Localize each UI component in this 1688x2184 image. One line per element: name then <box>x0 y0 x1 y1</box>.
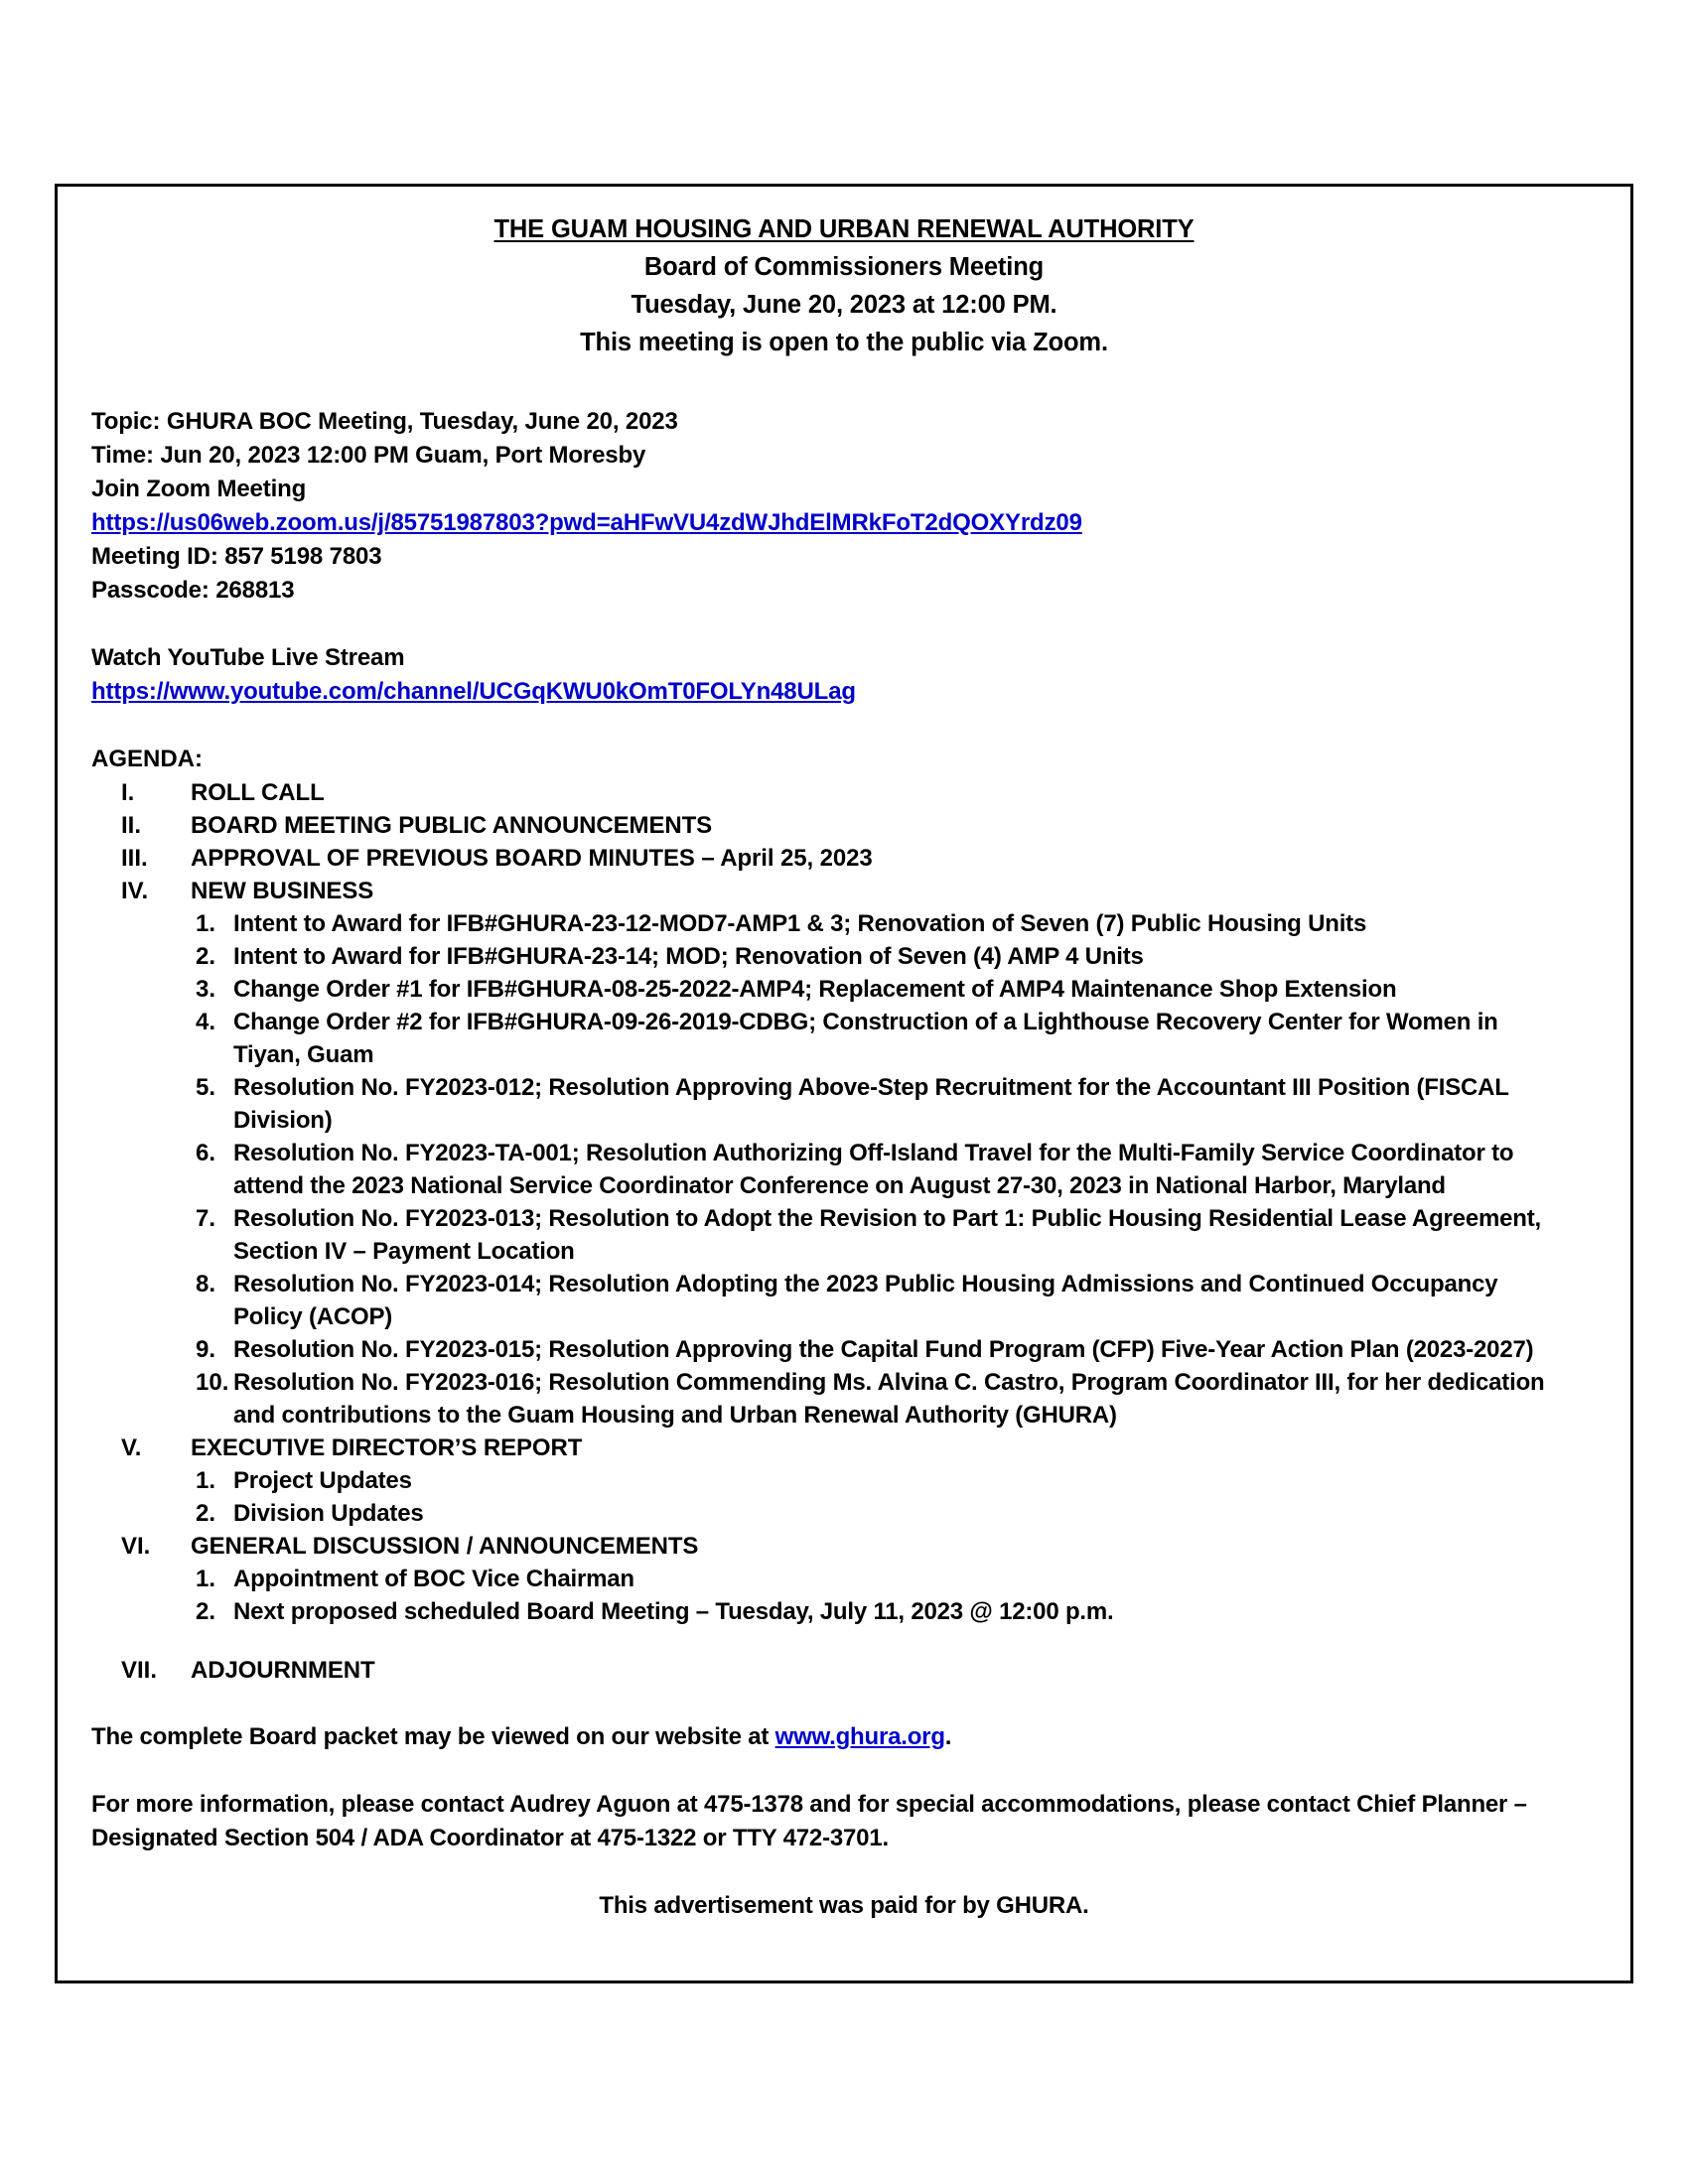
agenda-subitem-text: Change Order #1 for IFB#GHURA-08-25-2022-AMP4; Replacement of AMP4 Maintenance Shop Extension <box>233 976 1397 1003</box>
ghura-website-link[interactable]: www.ghura.org <box>774 1723 945 1750</box>
agenda-item-numeral: III. <box>121 845 148 872</box>
agenda-item-numeral: V. <box>121 1434 142 1461</box>
agenda-item-title: EXECUTIVE DIRECTOR’S REPORT <box>191 1434 583 1461</box>
board-packet-prefix: The complete Board packet may be viewed on our website at <box>91 1723 775 1750</box>
agenda-item-numeral: VI. <box>121 1533 151 1560</box>
youtube-channel-link[interactable]: https://www.youtube.com/channel/UCGqKWU0kOmT0FOLYn48ULag <box>91 678 856 705</box>
agenda-item-numeral: II. <box>121 812 142 839</box>
zoom-join-link[interactable]: https://us06web.zoom.us/j/85751987803?pwd=aHFwVU4zdWJhdElMRkFoT2dQOXYrdz09 <box>91 509 1082 536</box>
agenda-subitem-number: 2. <box>196 943 216 970</box>
document-content <box>58 187 1630 1980</box>
agenda-subitem <box>91 907 1597 940</box>
agenda-subitem-text: Appointment of BOC Vice Chairman <box>233 1566 634 1592</box>
agenda-subitem-text: Division Updates <box>233 1500 424 1527</box>
agenda-subitem <box>91 1464 1597 1497</box>
agenda-subitem-text: Resolution No. FY2023-014; Resolution Adopting the 2023 Public Housing Admissions and Continued Occupancy Policy (ACOP) <box>233 1271 1498 1330</box>
board-packet-suffix: . <box>944 1723 952 1750</box>
board-packet-note <box>91 1720 1597 1754</box>
spacer <box>91 361 1597 405</box>
zoom-meeting-id: Meeting ID: 857 5198 7803 <box>91 543 382 570</box>
agenda-item-title: ROLL CALL <box>191 779 325 806</box>
advertisement-frame <box>55 184 1633 1983</box>
spacer <box>91 1628 1597 1654</box>
agenda-item <box>91 1654 1597 1687</box>
agenda-subitem <box>91 1071 1597 1137</box>
agenda-subitem-number: 2. <box>196 1598 216 1625</box>
agenda-subitem-text: Change Order #2 for IFB#GHURA-09-26-2019-CDBG; Construction of a Lighthouse Recovery Center for Women in Tiyan, Guam <box>233 1009 1498 1068</box>
agenda-subitem-number: 6. <box>196 1140 216 1166</box>
agenda-subitem-text: Resolution No. FY2023-015; Resolution Approving the Capital Fund Program (CFP) Five-Year Action Plan (2023-2027) <box>233 1336 1534 1363</box>
zoom-passcode: Passcode: 268813 <box>91 577 295 604</box>
agenda-subitem-text: Resolution No. FY2023-013; Resolution to Adopt the Revision to Part 1: Public Housing Residential Lease Agreement, Section IV – Payment Location <box>233 1205 1541 1265</box>
header-line-meeting-type: Board of Commissioners Meeting <box>643 253 1045 281</box>
agenda-item-title: BOARD MEETING PUBLIC ANNOUNCEMENTS <box>191 812 713 839</box>
agenda-item-numeral: IV. <box>121 878 149 904</box>
agenda-subitem <box>91 1563 1597 1595</box>
agenda-item <box>91 842 1597 875</box>
agenda-subitem <box>91 940 1597 973</box>
agenda-subitem <box>91 1006 1597 1071</box>
agenda-subitem-number: 4. <box>196 1009 216 1035</box>
agenda-subitem <box>91 1333 1597 1366</box>
agenda-subitem-text: Intent to Award for IFB#GHURA-23-14; MOD; Renovation of Seven (4) AMP 4 Units <box>233 943 1144 970</box>
agenda-subitem-number: 7. <box>196 1205 216 1232</box>
zoom-join-label: Join Zoom Meeting <box>91 476 307 502</box>
header-line-organization: THE GUAM HOUSING AND URBAN RENEWAL AUTHORITY <box>493 215 1195 243</box>
agenda-list <box>91 776 1597 1687</box>
agenda-item <box>91 875 1597 907</box>
agenda-subitem-number: 1. <box>196 1566 216 1592</box>
paid-for-notice: This advertisement was paid for by GHURA. <box>599 1892 1089 1919</box>
zoom-meeting-info <box>91 405 1597 608</box>
header-line-public-notice: This meeting is open to the public via Zoom. <box>580 329 1108 356</box>
zoom-time: Time: Jun 20, 2023 12:00 PM Guam, Port Moresby <box>91 442 646 469</box>
agenda-item <box>91 1432 1597 1464</box>
agenda-subitem <box>91 1268 1597 1333</box>
agenda-subitem-text: Resolution No. FY2023-TA-001; Resolution Authorizing Off-Island Travel for the Multi-Family Service Coordinator to attend the 2023 National Service Coordinator Conference on August 27-30, 2023 in National Harbor, Maryland <box>233 1140 1514 1199</box>
agenda-subitem-number: 9. <box>196 1336 216 1363</box>
agenda-item-numeral: I. <box>121 779 135 806</box>
agenda-item <box>91 1530 1597 1563</box>
agenda-item <box>91 809 1597 842</box>
agenda-subitem-number: 3. <box>196 976 216 1003</box>
agenda-subitem <box>91 973 1597 1006</box>
agenda-item-numeral: VII. <box>121 1657 158 1684</box>
spacer <box>91 608 1597 641</box>
agenda-item-title: APPROVAL OF PREVIOUS BOARD MINUTES – April 25, 2023 <box>191 845 873 872</box>
spacer <box>91 709 1597 743</box>
document-header <box>91 210 1597 361</box>
agenda-subitem-text: Resolution No. FY2023-016; Resolution Commending Ms. Alvina C. Castro, Program Coordinator III, for her dedication and contributions to the Guam Housing and Urban Renewal Authority (GHURA) <box>233 1369 1545 1429</box>
agenda-subitem-text: Intent to Award for IFB#GHURA-23-12-MOD7-AMP1 & 3; Renovation of Seven (7) Public Housing Units <box>233 910 1367 937</box>
agenda-subitem-number: 1. <box>196 1467 216 1494</box>
youtube-label: Watch YouTube Live Stream <box>91 644 405 671</box>
agenda-item-title: ADJOURNMENT <box>191 1657 375 1684</box>
agenda-subitem <box>91 1595 1597 1628</box>
agenda-item-title: NEW BUSINESS <box>191 878 374 904</box>
spacer <box>91 1855 1597 1889</box>
agenda-subitem-number: 10. <box>196 1369 229 1396</box>
agenda-subitem-text: Project Updates <box>233 1467 412 1494</box>
agenda-subitem-number: 5. <box>196 1074 216 1101</box>
header-line-datetime: Tuesday, June 20, 2023 at 12:00 PM. <box>631 291 1057 319</box>
agenda-subitem-number: 2. <box>196 1500 216 1527</box>
zoom-topic: Topic: GHURA BOC Meeting, Tuesday, June 20, 2023 <box>91 408 678 435</box>
agenda-item-title: GENERAL DISCUSSION / ANNOUNCEMENTS <box>191 1533 699 1560</box>
agenda-subitem-text: Next proposed scheduled Board Meeting – Tuesday, July 11, 2023 @ 12:00 p.m. <box>233 1598 1114 1625</box>
agenda-subitem <box>91 1366 1597 1432</box>
spacer <box>91 1687 1597 1720</box>
agenda-subitem <box>91 1497 1597 1530</box>
agenda-item <box>91 776 1597 809</box>
spacer <box>91 1754 1597 1788</box>
agenda-subitem-number: 8. <box>196 1271 216 1297</box>
agenda-subitem-text: Resolution No. FY2023-012; Resolution Approving Above-Step Recruitment for the Accountant III Position (FISCAL Division) <box>233 1074 1509 1134</box>
contact-info: For more information, please contact Audrey Aguon at 475-1378 and for special accommodations, please contact Chief Planner – Designated Section 504 / ADA Coordinator at 475-1322 or TTY 472-3701. <box>91 1791 1527 1851</box>
agenda-subitem <box>91 1202 1597 1268</box>
agenda-subitem <box>91 1137 1597 1202</box>
agenda-heading: AGENDA: <box>91 746 203 772</box>
youtube-livestream-info <box>91 641 1597 709</box>
agenda-subitem-number: 1. <box>196 910 216 937</box>
